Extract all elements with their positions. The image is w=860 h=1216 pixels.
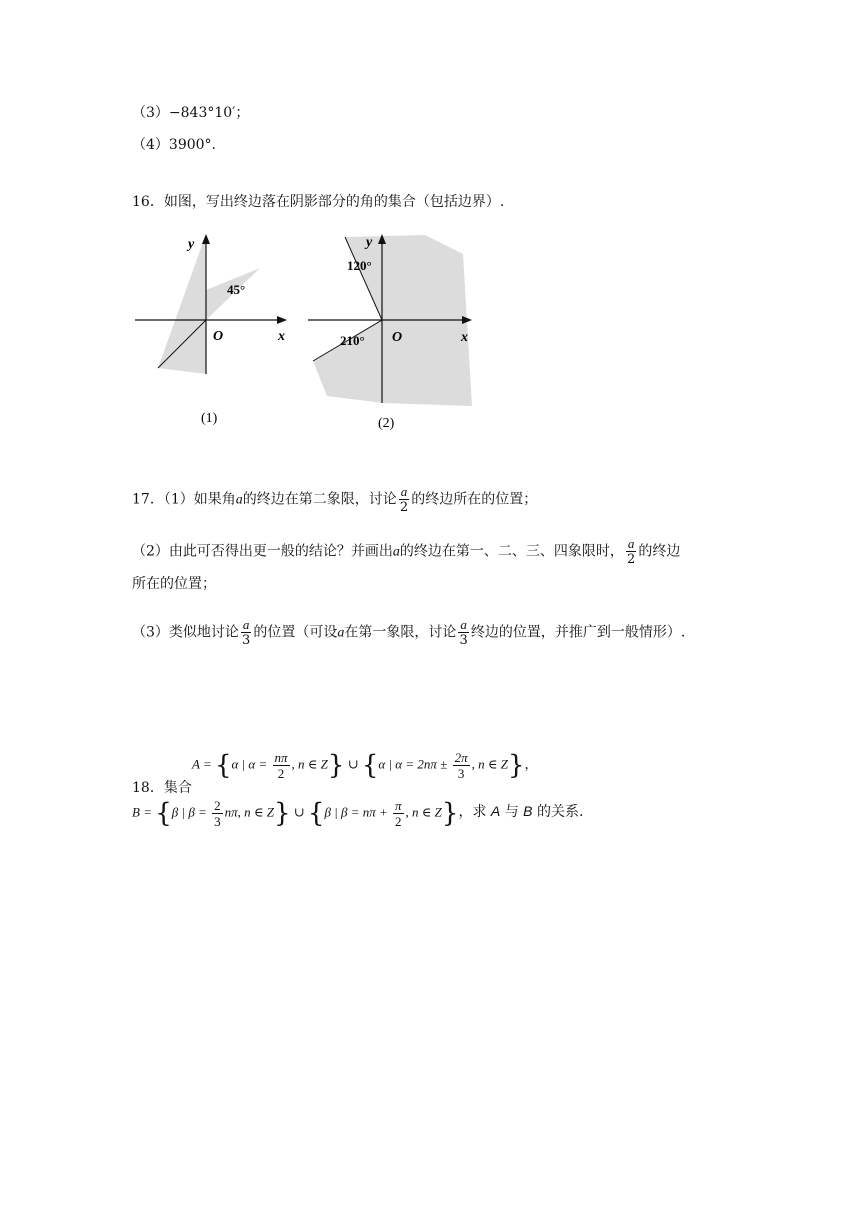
question-17-part-1: 17．（1）如果角a的终边在第二象限，讨论 $\frac{a}{2}$ 的终边所在的位置；	[132, 484, 538, 515]
figure-1-angle-label: 45°	[227, 282, 246, 297]
figure-1-origin-label: O	[213, 329, 224, 344]
set-A-formula: A = {α | α = $\frac{n\pi}{2}$ , n ∈ Z} ∪ {α | α = 2nπ ± $\frac{2\pi}{3}$ , n ∈ Z}，	[192, 750, 538, 781]
figure-1-caption: (1)	[201, 411, 218, 426]
figure-1-x-arrow	[277, 316, 287, 324]
fraction-a-over-3: $\frac{a}{3}$	[459, 617, 468, 648]
item-3: （3）−843°10′；	[132, 105, 250, 121]
set-B-formula: B = {β | β = $\frac{2}{3}$ nπ, n ∈ Z} ∪ {β | β = nπ + $\frac{\pi}{2}$ , n ∈ Z}，求 A 与 B 的关系.	[132, 798, 584, 829]
figure-2-origin-label: O	[392, 330, 403, 345]
var-a: a	[392, 544, 400, 560]
figure-2-y-label: y	[366, 235, 373, 250]
question-18-label: 18．集合	[132, 780, 192, 796]
question-17-part-3: （3）类似地讨论 $\frac{a}{3}$ 的位置（可设a在第一象限，讨论 $\frac{a}{3}$ 终边的位置，并推广到一般情形）.	[132, 617, 686, 648]
figure-1-y-arrow	[202, 234, 210, 244]
fraction-a-over-3: $\frac{a}{3}$	[242, 617, 251, 648]
question-16-text: 16．如图，写出终边落在阴影部分的角的集合（包括边界）.	[132, 194, 505, 210]
figure-2-x-label: x	[461, 330, 468, 345]
figure-1-y-label: y	[188, 237, 195, 252]
item-4: （4）3900°.	[132, 137, 216, 153]
figure-2-caption: (2)	[378, 416, 395, 431]
figure-2	[305, 230, 480, 435]
question-17-part-2: （2）由此可否得出更一般的结论？并画出a的终边在第一、二、三、四象限时， $\frac{a}{2}$ 的终边	[132, 536, 681, 567]
figure-2-angle-120-label: 120°	[347, 258, 372, 273]
fraction-a-over-2: $\frac{a}{2}$	[399, 484, 409, 515]
var-a: a	[337, 625, 345, 641]
figure-2-angle-210-label: 210°	[340, 333, 365, 348]
figure-1-x-label: x	[278, 329, 285, 344]
fraction-a-over-2: $\frac{a}{2}$	[627, 536, 636, 567]
question-17-part-2-cont: 所在的位置；	[132, 576, 216, 592]
var-a: a	[235, 492, 243, 508]
figure-1	[130, 230, 300, 430]
